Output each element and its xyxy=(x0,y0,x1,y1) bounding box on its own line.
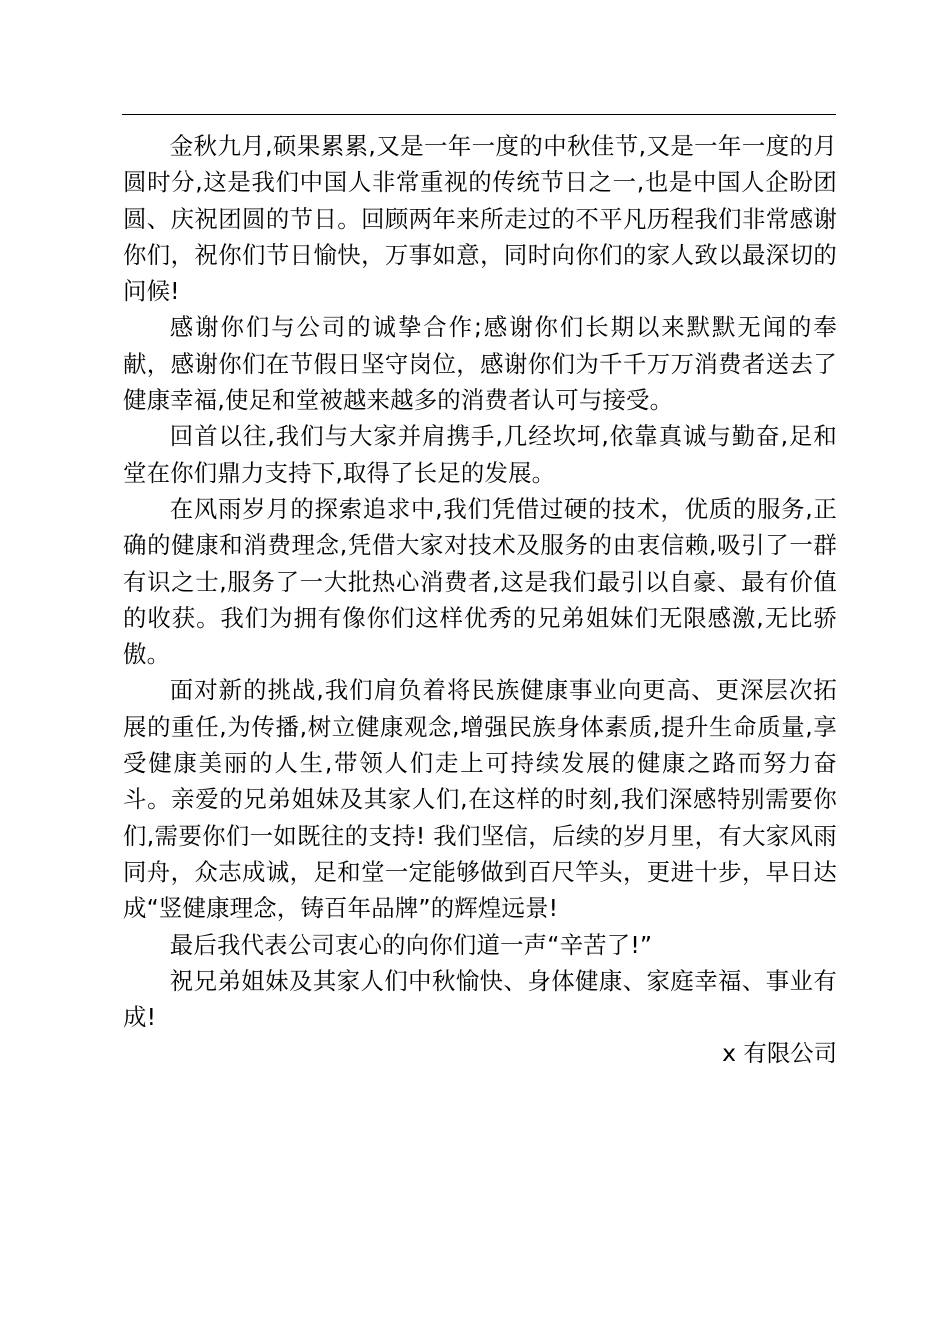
paragraph: 感谢你们与公司的诚挚合作;感谢你们长期以来默默无闻的奉献，感谢你们在节假日坚守岗位，感谢你们为千千万万消费者送去了健康幸福,使足和堂被越来越多的消费者认可与接受。 xyxy=(123,313,837,415)
paragraph: 祝兄弟姐妹及其家人们中秋愉快、身体健康、家庭幸福、事业有成! xyxy=(123,966,837,1032)
header-rule xyxy=(122,114,836,115)
paragraph: 回首以往,我们与大家并肩携手,几经坎坷,依靠真诚与勤奋,足和堂在你们鼎力支持下,取得了长足的发展。 xyxy=(123,422,837,487)
letter-body xyxy=(123,128,837,1072)
paragraph: 最后我代表公司衷心的向你们道一声“辛苦了!” xyxy=(169,930,653,959)
paragraph: 面对新的挑战,我们肩负着将民族健康事业向更高、更深层次拓展的重任,为传播,树立健康观念,增强民族身体素质,提升生命质量,享受健康美丽的人生,带领人们走上可持续发展的健康之路而努力奋斗。亲爱的兄弟姐妹及其家人们,在这样的时刻,我们深感特别需要你们,需要你们一如既往的支持! 我们坚信，后续的岁月里，有大家风雨同舟，众志成诚，足和堂一定能够做到百尺竿头，更进十步，早日达成“竖健康理念，铸百年品牌”的辉煌远景! xyxy=(123,676,837,923)
paragraph: 在风雨岁月的探索追求中,我们凭借过硬的技术，优质的服务,正确的健康和消费理念,凭借大家对技术及服务的由衷信赖,吸引了一群有识之士,服务了一大批热心消费者,这是我们最引以自豪、最有价值的收获。我们为拥有像你们这样优秀的兄弟姐妹们无限感激,无比骄傲。 xyxy=(123,494,837,669)
paragraph: 金秋九月,硕果累累,又是一年一度的中秋佳节,又是一年一度的月圆时分,这是我们中国人非常重视的传统节日之一,也是中国人企盼团圆、庆祝团圆的节日。回顾两年来所走过的不平凡历程我们非常感谢你们，祝你们节日愉快，万事如意，同时向你们的家人致以最深切的问候! xyxy=(123,132,837,306)
signature: x 有限公司 xyxy=(722,1039,837,1068)
